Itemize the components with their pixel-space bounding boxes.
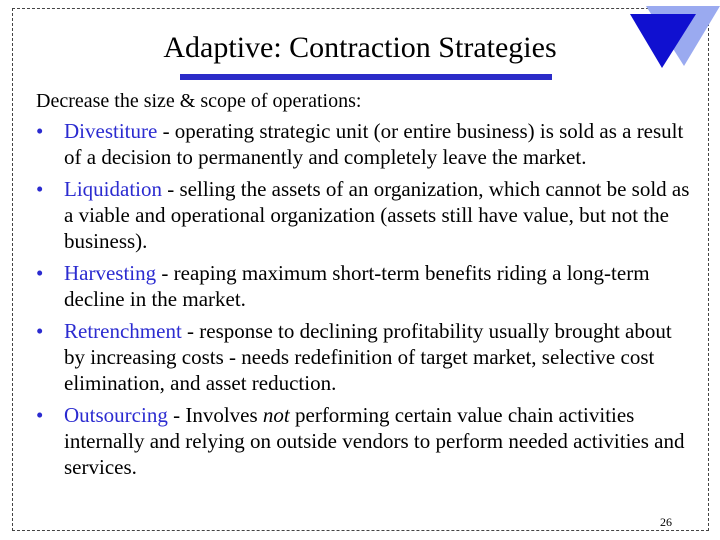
list-item — [36, 260, 696, 312]
title-underline-bar — [180, 74, 552, 80]
term-harvesting: Harvesting — [64, 261, 157, 285]
definition-text: - Involves — [167, 403, 263, 427]
definition-text: - selling the assets of an organization, which cannot be sold as a viable and operational organization (assets still have value, but not the business). — [64, 177, 690, 253]
term-liquidation: Liquidation — [64, 177, 162, 201]
emphasis-not: not — [262, 403, 290, 427]
bullet-icon: • — [36, 177, 44, 201]
bullet-icon: • — [36, 403, 44, 427]
list-item — [36, 402, 696, 480]
list-item — [36, 118, 696, 170]
intro-text: Decrease the size & scope of operations: — [36, 90, 362, 112]
list-item — [36, 176, 696, 254]
term-retrenchment: Retrenchment — [64, 319, 182, 343]
page-number: 26 — [660, 515, 672, 529]
definition-text: - response to declining profitability usually brought about by increasing costs - needs redefinition of target market, selective cost elimination, and asset reduction. — [64, 319, 672, 395]
definition-text: - reaping maximum short-term benefits riding a long-term decline in the market. — [64, 261, 650, 311]
bullet-list — [36, 118, 696, 486]
term-outsourcing: Outsourcing — [64, 403, 168, 427]
definition-text-continued: performing certain value chain activities internally and relying on outside vendors to perform needed activities and services. — [64, 403, 685, 479]
bullet-icon: • — [36, 119, 44, 143]
page-title: Adaptive: Contraction Strategies — [163, 31, 557, 64]
bullet-icon: • — [36, 261, 44, 285]
definition-text: - operating strategic unit (or entire business) is sold as a result of a decision to permanently and completely leave the market. — [64, 119, 684, 169]
bullet-icon: • — [36, 319, 44, 343]
term-divestiture: Divestiture — [64, 119, 158, 143]
list-item — [36, 318, 696, 396]
